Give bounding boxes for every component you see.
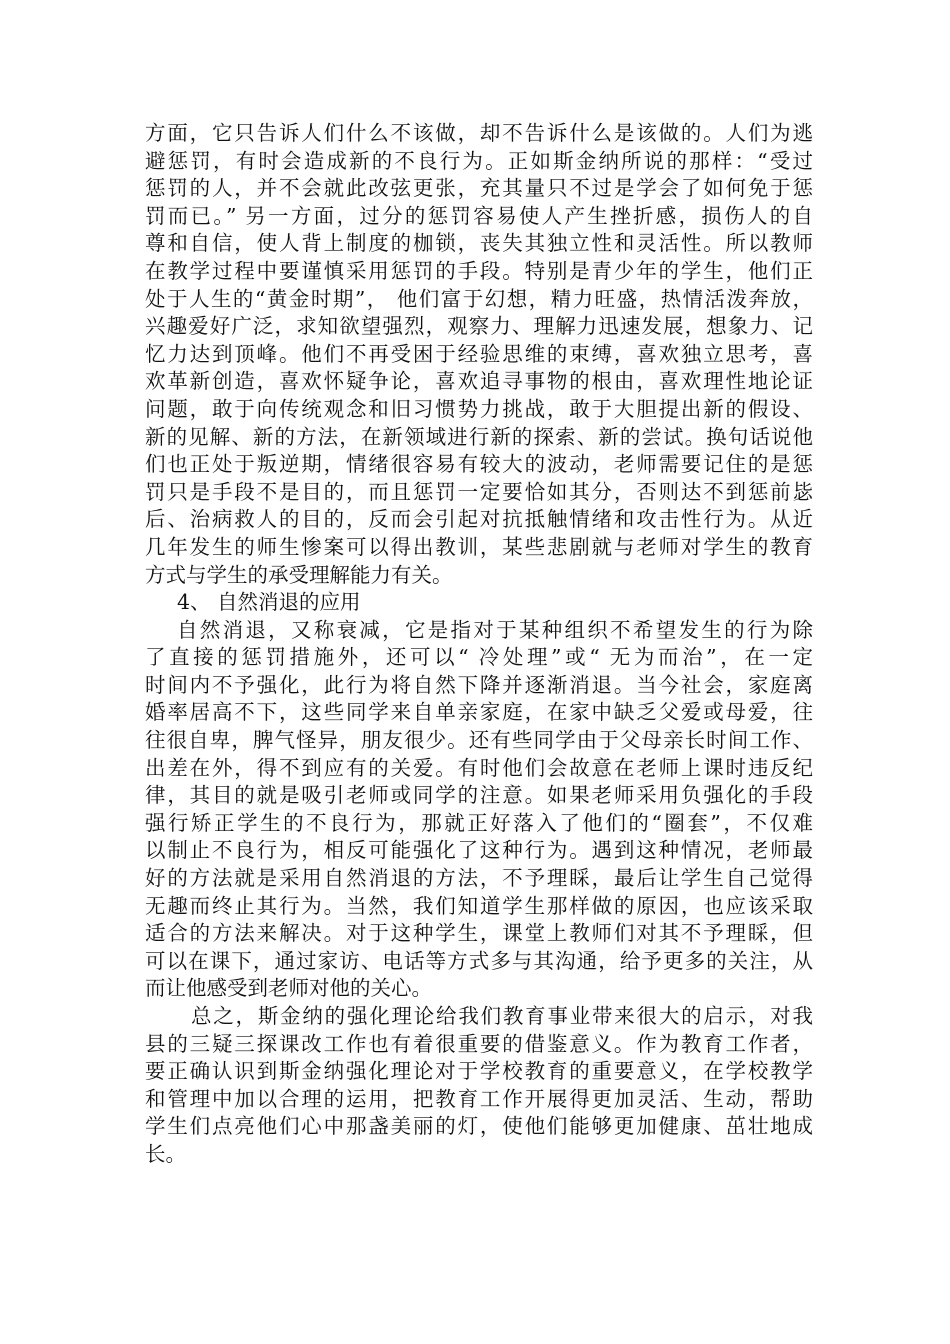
text-line: 婚率居高不下，这些同学来自单亲家庭，在家中缺乏父爱或母爱，往 [145,700,813,725]
text-line: 们也正处于叛逆期，情绪很容易有较大的波动，老师需要记住的是惩 [145,452,813,477]
text-line: 方式与学生的承受理解能力有关。 [145,562,453,587]
text-line: 要正确认识到斯金纳强化理论对于学校教育的重要意义，在学校教学 [145,1059,813,1084]
text-line: 律，其目的就是吸引老师或同学的注意。如果老师采用负强化的手段 [145,783,813,808]
document-body [145,120,813,1169]
text-line: 无趣而终止其行为。当然，我们知道学生那样做的原因，也应该采取 [145,893,813,918]
text-line: 新的见解、新的方法，在新领域进行新的探索、新的尝试。换句话说他 [145,424,813,449]
text-line: 问题，敢于向传统观念和旧习惯势力挑战，敢于大胆提出新的假设、 [145,396,813,421]
text-line: 和管理中加以合理的运用，把教育工作开展得更加灵活、生动，帮助 [145,1086,813,1111]
text-line: 以制止不良行为，相反可能强化了这种行为。遇到这种情况，老师最 [145,838,813,863]
text-line: 在教学过程中要谨慎采用惩罚的手段。特别是青少年的学生，他们正 [145,258,813,283]
text-line: 学生们点亮他们心中那盏美丽的灯，使他们能够更加健康、茁壮地成 [145,1114,813,1139]
text-line: 自然消退，又称衰减，它是指对于某种组织不希望发生的行为除 [177,617,813,642]
text-line: 总之，斯金纳的强化理论给我们教育事业带来很大的启示，对我 [191,1004,813,1028]
text-line: 罚而已。” 另一方面，过分的惩罚容易使人产生挫折感，损伤人的自 [145,203,813,228]
text-line: 而让他感受到老师对他的关心。 [145,976,432,1001]
text-line: 方面，它只告诉人们什么不该做，却不告诉什么是该做的。人们为逃 [145,121,813,145]
text-line: 罚只是手段不是目的，而且惩罚一定要恰如其分，否则达不到惩前毖 [145,479,813,504]
text-line: 时间内不予强化，此行为将自然下降并逐渐消退。当今社会，家庭离 [145,672,813,697]
text-line: 几年发生的师生惨案可以得出教训，某些悲剧就与老师对学生的教育 [145,534,813,559]
text-line: 往很自卑，脾气怪异，朋友很少。还有些同学由于父母亲长时间工作、 [145,728,813,753]
text-line: 适合的方法来解决。对于这种学生，课堂上教师们对其不予理睬，但 [145,921,813,946]
text-line: 可以在课下，通过家访、电话等方式多与其沟通，给予更多的关注，从 [145,948,813,973]
text-line: 好的方法就是采用自然消退的方法，不予理睬，最后让学生自己觉得 [145,866,813,891]
text-line: 出差在外，得不到应有的关爱。有时他们会故意在老师上课时违反纪 [145,755,813,780]
text-line: 忆力达到顶峰。他们不再受困于经验思维的束缚，喜欢独立思考，喜 [145,341,813,366]
text-line: 强行矫正学生的不良行为，那就正好落入了他们的“圈套”，不仅难 [145,810,813,835]
text-line: 处于人生的“黄金时期”， 他们富于幻想，精力旺盛，热情活泼奔放， [145,286,813,311]
text-line: 县的三疑三探课改工作也有着很重要的借鉴意义。作为教育工作者， [145,1031,813,1056]
text-line: 了直接的惩罚措施外，还可以“ 冷处理”或“ 无为而治”，在一定 [145,645,813,670]
text-line: 长。 [145,1141,186,1166]
text-line: 惩罚的人，并不会就此改弦更张，充其量只不过是学会了如何免于惩 [145,176,813,201]
text-line: 欢革新创造，喜欢怀疑争论，喜欢追寻事物的根由，喜欢理性地论证 [145,369,813,394]
text-line: 避惩罚，有时会造成新的不良行为。正如斯金纳所说的那样：“受过 [145,148,813,173]
text-line: 兴趣爱好广泛，求知欲望强烈，观察力、理解力迅速发展，想象力、记 [145,314,813,339]
text-line: 尊和自信，使人背上制度的枷锁，丧失其独立性和灵活性。所以教师 [145,231,813,256]
section-heading: 4、 自然消退的应用 [177,590,361,615]
text-line: 后、治病救人的目的，反而会引起对抗抵触情绪和攻击性行为。从近 [145,507,813,532]
